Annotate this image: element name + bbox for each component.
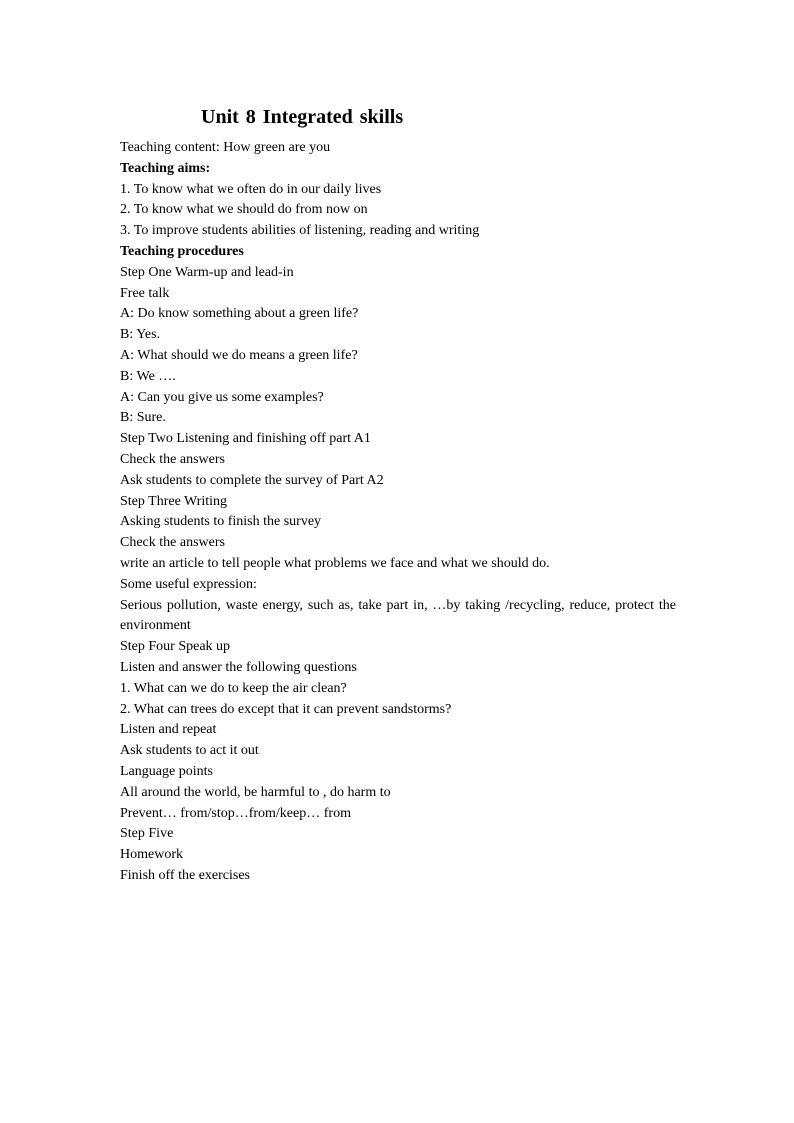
question-item: 1. What can we do to keep the air clean?	[120, 680, 347, 696]
teaching-procedures-heading: Teaching procedures	[120, 243, 244, 259]
aim-item: 1. To know what we often do in our daily lives	[120, 181, 382, 197]
step-heading: Step Two Listening and finishing off part A1	[120, 431, 371, 447]
text-line: Prevent… from/stop…from/keep… from	[120, 805, 351, 821]
step-heading: Step One Warm-up and lead-in	[120, 264, 294, 280]
text-line: Check the answers	[120, 451, 225, 467]
text-line: Free talk	[120, 285, 170, 301]
document-title: Unit 8 Integrated skills	[201, 106, 404, 128]
text-line: Listen and repeat	[120, 722, 217, 738]
text-line: Check the answers	[120, 535, 225, 551]
text-line: Some useful expression:	[120, 576, 257, 592]
question-item: 2. What can trees do except that it can prevent sandstorms?	[120, 701, 452, 717]
text-line: Ask students to complete the survey of Part A2	[120, 472, 384, 488]
teaching-aims-heading: Teaching aims:	[120, 160, 211, 176]
aim-item: 2. To know what we should do from now on	[120, 202, 368, 218]
text-line: Ask students to act it out	[120, 743, 259, 759]
text-line: write an article to tell people what problems we face and what we should do.	[120, 555, 550, 571]
dialogue-line: A: Can you give us some examples?	[120, 389, 324, 405]
expressions-paragraph: Serious pollution, waste energy, such as, take part in, …by taking /recycling, reduce, protect the environment	[120, 597, 676, 634]
text-line: Listen and answer the following questions	[120, 659, 357, 675]
step-heading: Step Four Speak up	[120, 639, 231, 655]
step-heading: Step Three Writing	[120, 493, 228, 509]
teaching-content-line: Teaching content: How green are you	[120, 140, 331, 155]
step-heading: Step Five	[120, 826, 174, 842]
dialogue-line: B: We ….	[120, 368, 176, 384]
text-line: Language points	[120, 763, 213, 779]
dialogue-line: B: Sure.	[120, 410, 166, 426]
text-line: Homework	[120, 847, 183, 863]
dialogue-line: A: Do know something about a green life?	[120, 306, 359, 322]
document-body	[120, 138, 676, 887]
aim-item: 3. To improve students abilities of listening, reading and writing	[120, 223, 480, 239]
text-line: Finish off the exercises	[120, 867, 250, 883]
dialogue-line: B: Yes.	[120, 327, 161, 343]
text-line: All around the world, be harmful to , do harm to	[120, 784, 391, 800]
text-line: Asking students to finish the survey	[120, 514, 322, 530]
dialogue-line: A: What should we do means a green life?	[120, 347, 358, 363]
